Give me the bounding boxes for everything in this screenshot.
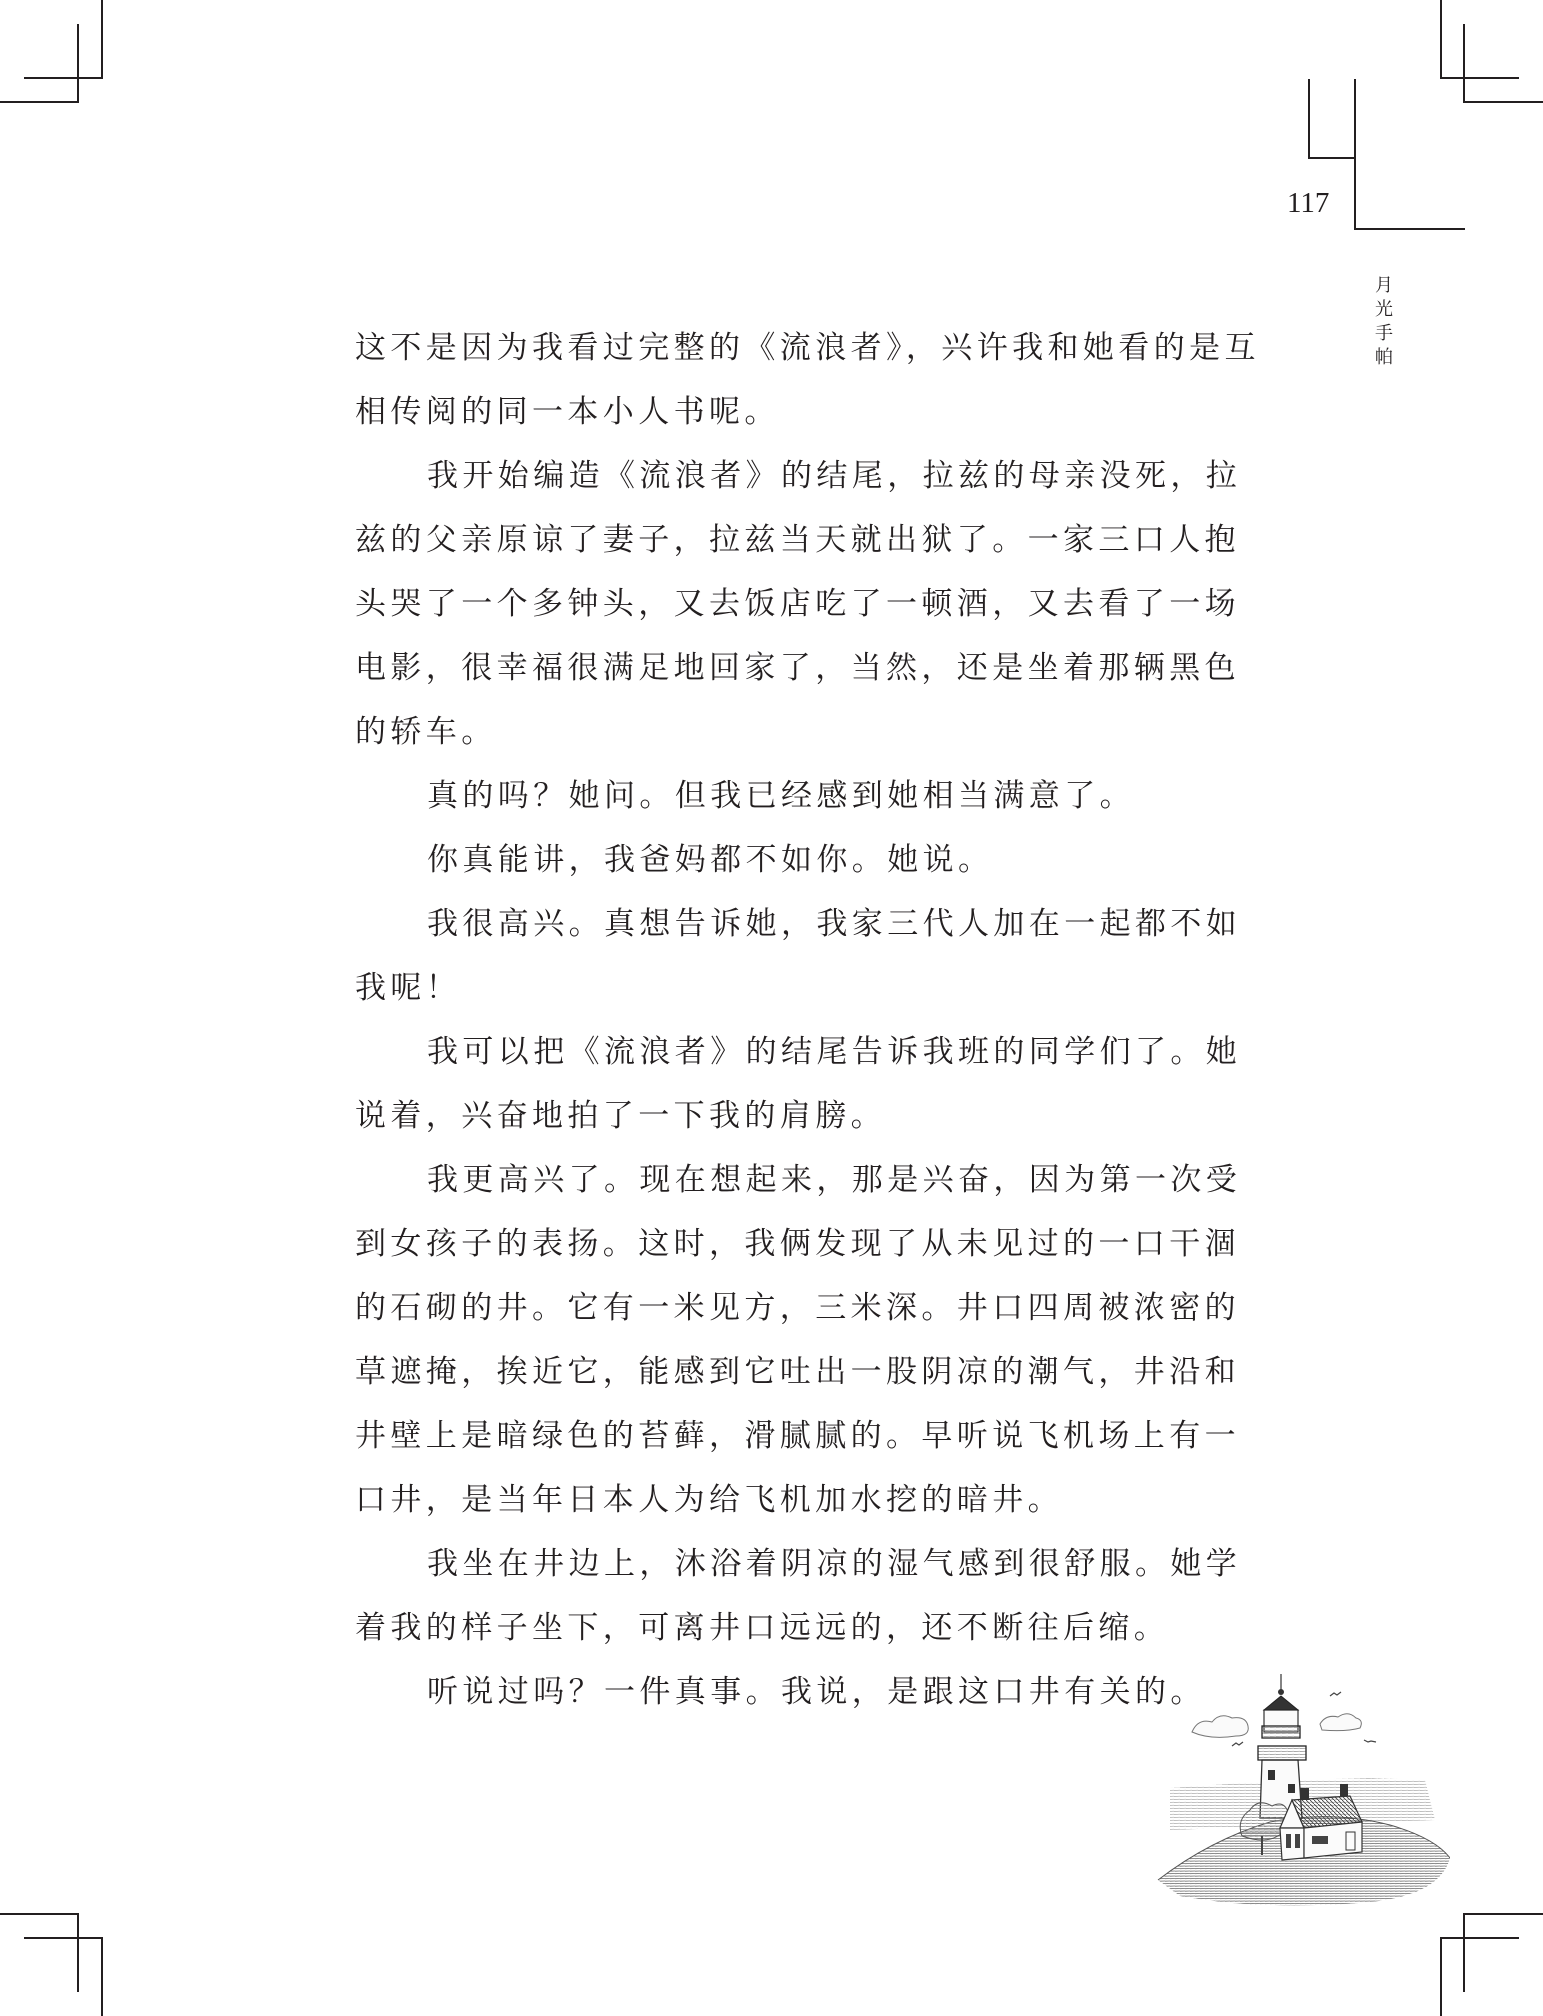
ornament-line [1308,79,1310,158]
lighthouse-sketch-icon [1150,1660,1450,1910]
crop-mark-line [1463,1913,1543,1915]
text-line: 我呢！ [355,970,462,1006]
paragraph-start-line: 真的吗？她问。但我已经感到她相当满意了。 [427,778,1135,814]
crop-mark-line [1463,101,1543,103]
paragraph-start-line: 听说过吗？一件真事。我说，是跟这口井有关的。 [427,1674,1206,1710]
body-text [355,316,1260,1724]
ornament-line [1354,228,1465,230]
paragraph-start-line: 我开始编造《流浪者》的结尾，拉兹的母亲没死，拉 [427,458,1242,494]
crop-mark-line [1440,0,1442,79]
crop-mark-line [1440,1937,1442,2016]
text-line: 到女孩子的表扬。这时，我俩发现了从未见过的一口干涸 [355,1226,1240,1262]
paragraph-start-line: 我很高兴。真想告诉她，我家三代人加在一起都不如 [427,906,1242,942]
running-title-char: 月 [1375,275,1393,296]
crop-mark-line [24,1937,103,1939]
paragraph-start-line: 你真能讲，我爸妈都不如你。她说。 [427,842,994,878]
text-line: 说着，兴奋地拍了一下我的肩膀。 [355,1098,886,1134]
text-line: 井壁上是暗绿色的苔藓，滑腻腻的。早听说飞机场上有一 [355,1418,1240,1454]
crop-mark-line [1463,24,1465,103]
crop-mark-line [1440,77,1519,79]
text-line: 相传阅的同一本小人书呢。 [355,394,780,430]
crop-mark-line [1440,1937,1519,1939]
crop-mark-line [0,1913,79,1915]
text-line: 兹的父亲原谅了妻子，拉兹当天就出狱了。一家三口人抱 [355,522,1240,558]
text-line: 这不是因为我看过完整的《流浪者》，兴许我和她看的是互 [355,330,1260,366]
running-title-char: 光 [1375,299,1393,320]
text-line: 的石砌的井。它有一米见方，三米深。井口四周被浓密的 [355,1290,1240,1326]
ornament-line [1308,157,1355,159]
running-title-char: 手 [1375,323,1393,344]
text-line: 头哭了一个多钟头，又去饭店吃了一顿酒，又去看了一场 [355,586,1240,622]
text-line: 草遮掩，挨近它，能感到它吐出一股阴凉的潮气，井沿和 [355,1354,1240,1390]
page-number: 117 [1287,187,1330,219]
paragraph-start-line: 我可以把《流浪者》的结尾告诉我班的同学们了。她 [427,1034,1242,1070]
paragraph-start-line: 我坐在井边上，沐浴着阴凉的湿气感到很舒服。她学 [427,1546,1242,1582]
crop-mark-line [1463,1913,1465,1992]
crop-mark-line [101,0,103,79]
crop-mark-line [77,1913,79,1992]
crop-mark-line [77,24,79,103]
text-line: 的轿车。 [355,714,497,750]
running-title [1372,274,1396,370]
text-line: 口井，是当年日本人为给飞机加水挖的暗井。 [355,1482,1063,1518]
crop-mark-line [24,77,103,79]
crop-mark-line [101,1937,103,2016]
crop-mark-line [0,101,79,103]
lighthouse-illustration [1150,1660,1450,1910]
ornament-line [1354,79,1356,230]
running-title-char: 帕 [1375,347,1393,368]
paragraph-start-line: 我更高兴了。现在想起来，那是兴奋，因为第一次受 [427,1162,1242,1198]
text-line: 电影，很幸福很满足地回家了，当然，还是坐着那辆黑色 [355,650,1240,686]
text-line: 着我的样子坐下，可离井口远远的，还不断往后缩。 [355,1610,1170,1646]
